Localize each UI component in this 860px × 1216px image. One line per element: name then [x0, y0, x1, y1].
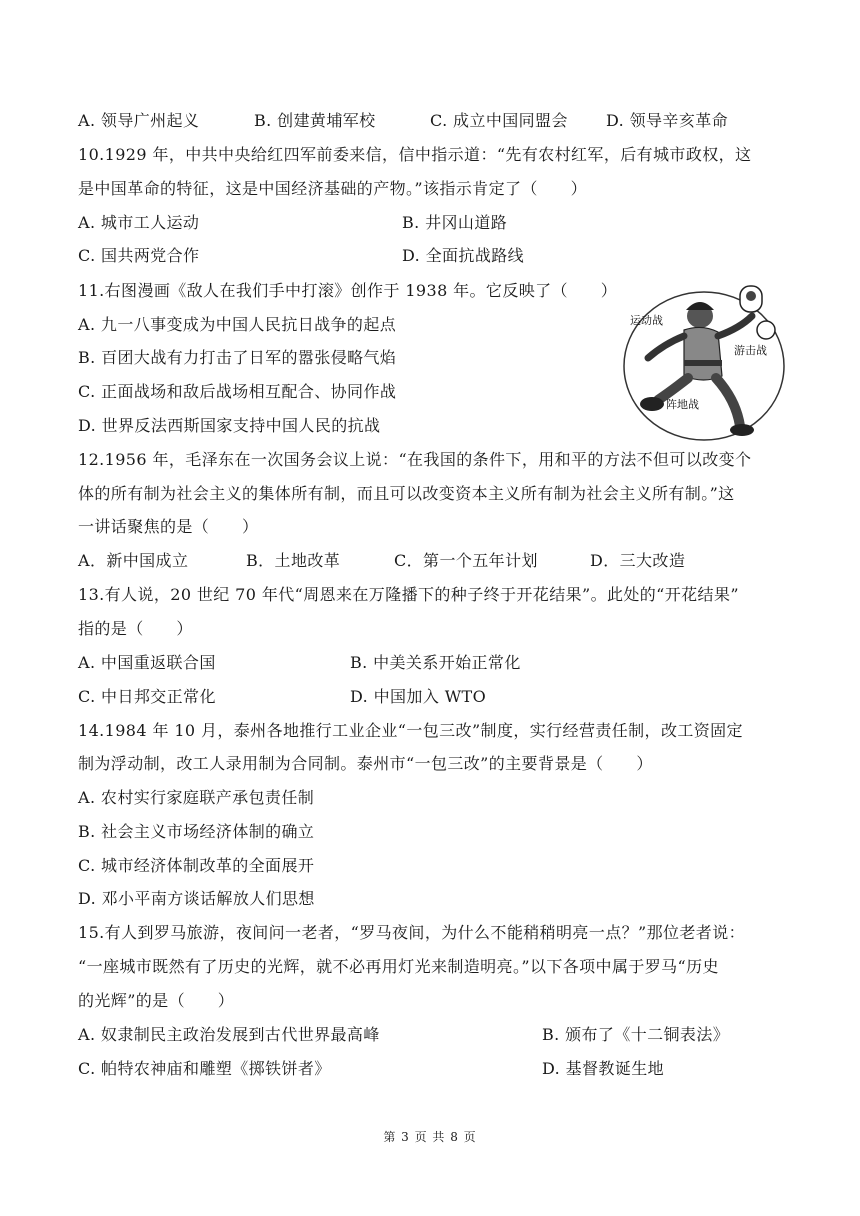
q10-option-d[interactable]: D. 全面抗战路线: [402, 246, 525, 265]
page-number-footer: 第 3 页 共 8 页: [383, 1130, 477, 1144]
q13-option-b[interactable]: B. 中美关系开始正常化: [350, 653, 521, 672]
q12-stem-line-3: 一讲话聚焦的是（ ）: [78, 517, 259, 536]
q11-stem: 11.右图漫画《敌人在我们手中打滚》创作于 1938 年。它反映了（ ）: [78, 281, 618, 300]
q14-option-c[interactable]: C. 城市经济体制改革的全面展开: [78, 856, 315, 875]
figure-label-guerrilla-warfare: 游击战: [734, 344, 767, 357]
figure-label-positional-warfare: 阵地战: [666, 398, 699, 411]
q10-option-a[interactable]: A. 城市工人运动: [78, 213, 200, 232]
q11-option-c[interactable]: C. 正面战场和敌后战场相互配合、协同作战: [78, 382, 397, 401]
q13-option-d[interactable]: D. 中国加入 WTO: [350, 687, 487, 706]
q14-option-b[interactable]: B. 社会主义市场经济体制的确立: [78, 822, 315, 841]
q15-stem-line-2: “一座城市既然有了历史的光辉，就不必再用灯光来制造明亮。”以下各项中属于罗马“历史: [78, 957, 719, 976]
q15-option-c[interactable]: C. 帕特农神庙和雕塑《掷铁饼者》: [78, 1059, 331, 1078]
q9-option-a[interactable]: A. 领导广州起义: [78, 111, 200, 130]
q11-option-b[interactable]: B. 百团大战有力打击了日军的嚣张侵略气焰: [78, 348, 397, 367]
figure-label-mobile-warfare: 运动战: [630, 314, 663, 327]
q15-option-a[interactable]: A. 奴隶制民主政治发展到古代世界最高峰: [78, 1025, 380, 1044]
q9-option-c[interactable]: C. 成立中国同盟会: [430, 111, 568, 130]
q13-stem-line-1: 13.有人说，20 世纪 70 年代“周恩来在万隆播下的种子终于开花结果”。此处的“开花结果”: [78, 585, 739, 604]
q13-option-c[interactable]: C. 中日邦交正常化: [78, 687, 216, 706]
q12-option-b[interactable]: B．土地改革: [246, 551, 341, 570]
q12-stem-line-1: 12.1956 年，毛泽东在一次国务会议上说：“在我国的条件下，用和平的方法不但可以改变个: [78, 450, 752, 469]
q15-option-d[interactable]: D. 基督教诞生地: [542, 1059, 665, 1078]
cartoon-illustration: [618, 280, 796, 442]
q9-option-b[interactable]: B. 创建黄埔军校: [254, 111, 376, 130]
q14-stem-line-1: 14.1984 年 10 月，泰州各地推行工业企业“一包三改”制度，实行经营责任制，改工资固定: [78, 721, 743, 740]
q14-option-d[interactable]: D. 邓小平南方谈话解放人们思想: [78, 889, 315, 908]
q10-stem-line-2: 是中国革命的特征，这是中国经济基础的产物。”该指示肯定了（ ）: [78, 179, 587, 198]
q12-option-d[interactable]: D．三大改造: [590, 551, 686, 570]
q11-cartoon-figure: [618, 280, 796, 442]
q15-stem-line-1: 15.有人到罗马旅游，夜间问一老者，“罗马夜间，为什么不能稍稍明亮一点？”那位老者说：: [78, 923, 746, 942]
q15-stem-line-3: 的光辉”的是（ ）: [78, 991, 235, 1010]
q11-option-a[interactable]: A. 九一八事变成为中国人民抗日战争的起点: [78, 315, 397, 334]
q12-stem-line-2: 体的所有制为社会主义的集体所有制，而且可以改变资本主义所有制为社会主义所有制。”这: [78, 484, 735, 503]
q12-option-c[interactable]: C．第一个五年计划: [394, 551, 538, 570]
q12-option-a[interactable]: A．新中国成立: [78, 551, 189, 570]
q15-option-b[interactable]: B. 颁布了《十二铜表法》: [542, 1025, 730, 1044]
q13-stem-line-2: 指的是（ ）: [78, 619, 193, 638]
q10-option-c[interactable]: C. 国共两党合作: [78, 246, 200, 265]
q11-option-d[interactable]: D. 世界反法西斯国家支持中国人民的抗战: [78, 416, 381, 435]
q9-option-d[interactable]: D. 领导辛亥革命: [606, 111, 729, 130]
q14-option-a[interactable]: A. 农村实行家庭联产承包责任制: [78, 788, 315, 807]
q10-option-b[interactable]: B. 井冈山道路: [402, 213, 508, 232]
q14-stem-line-2: 制为浮动制，改工人录用制为合同制。泰州市“一包三改”的主要背景是（ ）: [78, 754, 653, 773]
q10-stem-line-1: 10.1929 年，中共中央给红四军前委来信，信中指示道：“先有农村红军，后有城市政权，这: [78, 145, 752, 164]
q13-option-a[interactable]: A. 中国重返联合国: [78, 653, 216, 672]
